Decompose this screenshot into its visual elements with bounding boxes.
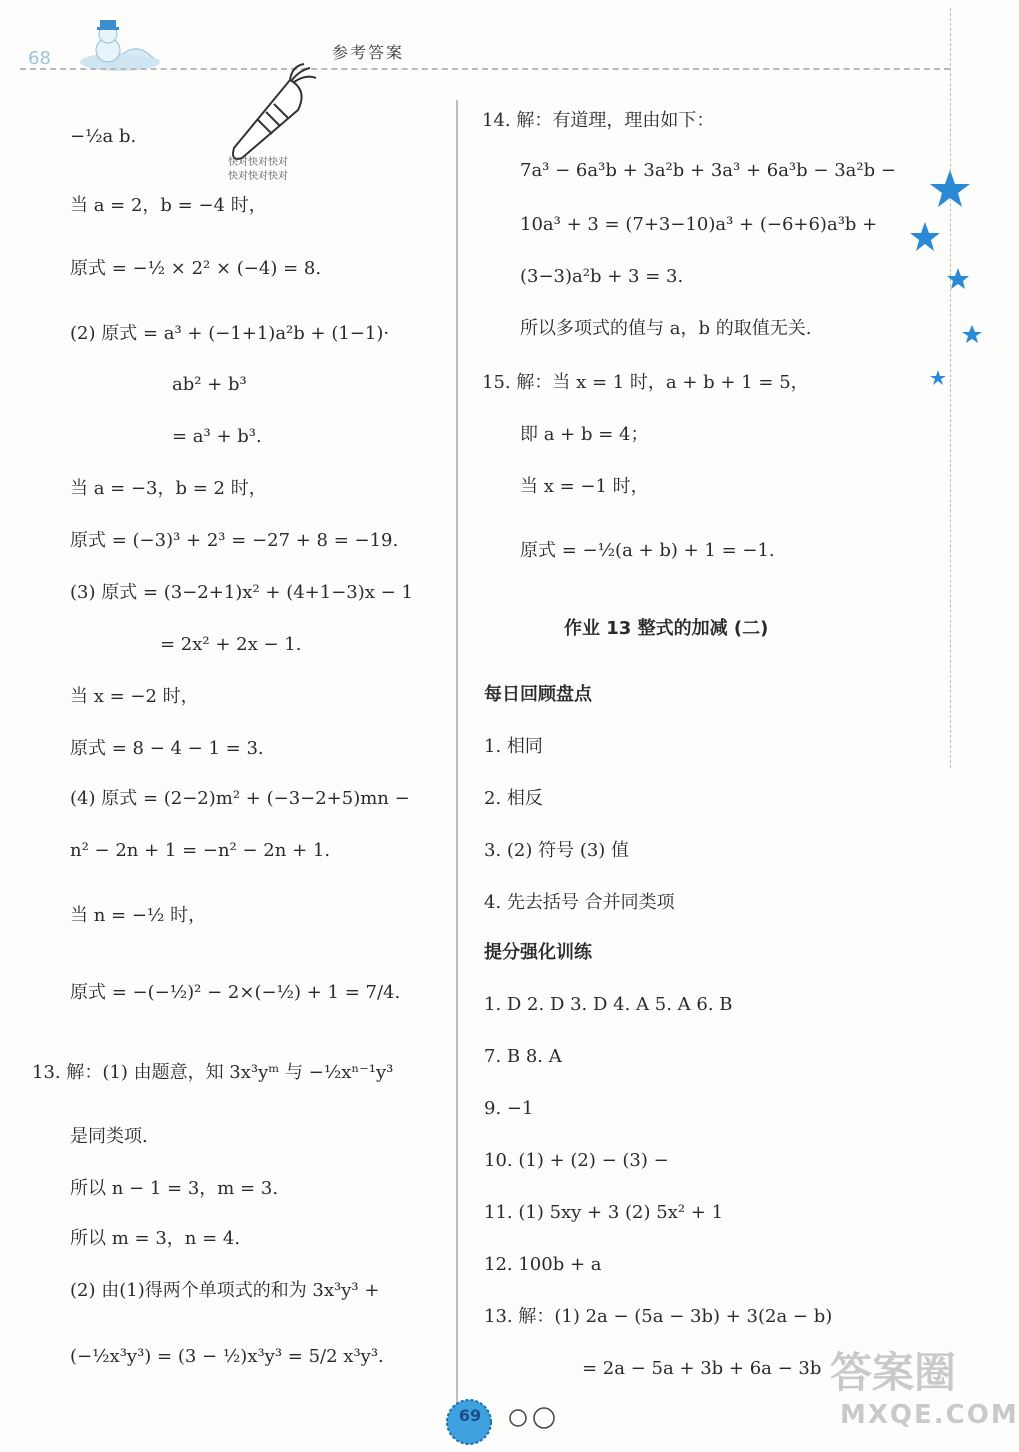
left-line-3: 原式 = −½ × 2² × (−4) = 8. — [70, 258, 322, 279]
carrot-caption — [228, 156, 288, 184]
left-line-1: −½a b. — [70, 126, 137, 147]
right-line-9: 原式 = −½(a + b) + 1 = −1. — [520, 540, 775, 561]
right-line-3: 10a³ + 3 = (7+3−10)a³ + (−6+6)a³b + — [520, 214, 878, 235]
right-line-18: 7. B 8. A — [484, 1046, 562, 1067]
left-line-13: (4) 原式 = (2−2)m² + (−3−2+5)mn − — [70, 788, 410, 809]
left-line-9: (3) 原式 = (3−2+1)x² + (4+1−3)x − 1 — [70, 582, 413, 603]
right-line-24: = 2a − 5a + 3b + 6a − 3b — [582, 1358, 822, 1379]
page-number-bottom: 69 — [458, 1406, 482, 1425]
right-line-2: 7a³ − 6a³b + 3a²b + 3a³ + 6a³b − 3a²b − — [520, 160, 896, 181]
right-line-14: 3. (2) 符号 (3) 值 — [484, 840, 630, 861]
right-line-20: 10. (1) + (2) − (3) − — [484, 1150, 669, 1171]
section-heading-training: 提分强化训练 — [484, 942, 592, 963]
circles-decoration-icon — [506, 1406, 562, 1430]
left-line-14: n² − 2n + 1 = −n² − 2n + 1. — [70, 840, 331, 861]
snowman-mascot-icon — [78, 12, 168, 72]
page-number-top: 68 — [28, 48, 51, 69]
left-line-19: 所以 n − 1 = 3，m = 3. — [70, 1178, 279, 1199]
left-line-11: 当 x = −2 时， — [70, 686, 199, 707]
left-line-10: = 2x² + 2x − 1. — [160, 634, 302, 655]
left-line-18: 是同类项. — [70, 1126, 148, 1147]
stars-decoration-icon — [900, 160, 990, 400]
watermark-logo: 答案圈 — [830, 1348, 957, 1397]
left-line-2: 当 a = 2，b = −4 时， — [70, 195, 267, 216]
left-line-17: 13. 解：(1) 由题意，知 3x³yᵐ 与 −½xⁿ⁻¹y³ — [32, 1062, 394, 1083]
right-line-8: 当 x = −1 时， — [520, 476, 649, 497]
carrot-icon — [220, 60, 320, 170]
right-line-7: 即 a + b = 4； — [520, 424, 649, 445]
header-title: 参考答案 — [332, 43, 405, 62]
column-divider — [456, 100, 458, 1420]
left-line-6: = a³ + b³. — [172, 426, 262, 447]
left-line-7: 当 a = −3，b = 2 时， — [70, 478, 267, 499]
watermark-url: MXQE.COM — [840, 1400, 1019, 1430]
right-line-6: 15. 解：当 x = 1 时，a + b + 1 = 5， — [482, 372, 809, 393]
left-line-20: 所以 m = 3，n = 4. — [70, 1228, 241, 1249]
right-line-4: (3−3)a²b + 3 = 3. — [520, 266, 684, 287]
right-line-21: 11. (1) 5xy + 3 (2) 5x² + 1 — [484, 1202, 724, 1223]
right-line-19: 9. −1 — [484, 1098, 534, 1119]
left-line-16: 原式 = −(−½)² − 2×(−½) + 1 = 7/4. — [70, 982, 401, 1003]
carrot-caption-line: 快对快对快对 — [228, 171, 288, 182]
right-line-12: 1. 相同 — [484, 736, 543, 757]
left-line-15: 当 n = −½ 时， — [70, 905, 207, 926]
page-header — [0, 0, 1000, 90]
left-line-4: (2) 原式 = a³ + (−1+1)a²b + (1−1)· — [70, 323, 390, 344]
right-line-17: 1. D 2. D 3. D 4. A 5. A 6. B — [484, 994, 733, 1015]
right-line-1: 14. 解：有道理，理由如下： — [482, 110, 715, 131]
left-line-22: (−½x³y³) = (3 − ½)x³y³ = 5/2 x³y³. — [70, 1346, 384, 1367]
header-divider — [20, 68, 950, 70]
left-line-12: 原式 = 8 − 4 − 1 = 3. — [70, 738, 264, 759]
left-line-8: 原式 = (−3)³ + 2³ = −27 + 8 = −19. — [70, 530, 399, 551]
carrot-caption-line: 快对快对快对 — [228, 157, 288, 168]
right-line-23: 13. 解：(1) 2a − (5a − 3b) + 3(2a − b) — [484, 1306, 833, 1327]
right-line-5: 所以多项式的值与 a，b 的取值无关. — [520, 318, 812, 339]
right-line-13: 2. 相反 — [484, 788, 543, 809]
section-heading-review: 每日回顾盘点 — [484, 684, 592, 705]
right-line-22: 12. 100b + a — [484, 1254, 602, 1275]
section-title: 作业 13 整式的加减 (二) — [564, 618, 769, 639]
right-line-15: 4. 先去括号 合并同类项 — [484, 892, 675, 913]
left-line-21: (2) 由(1)得两个单项式的和为 3x³y³ + — [70, 1280, 380, 1301]
left-line-5: ab² + b³ — [172, 374, 247, 395]
